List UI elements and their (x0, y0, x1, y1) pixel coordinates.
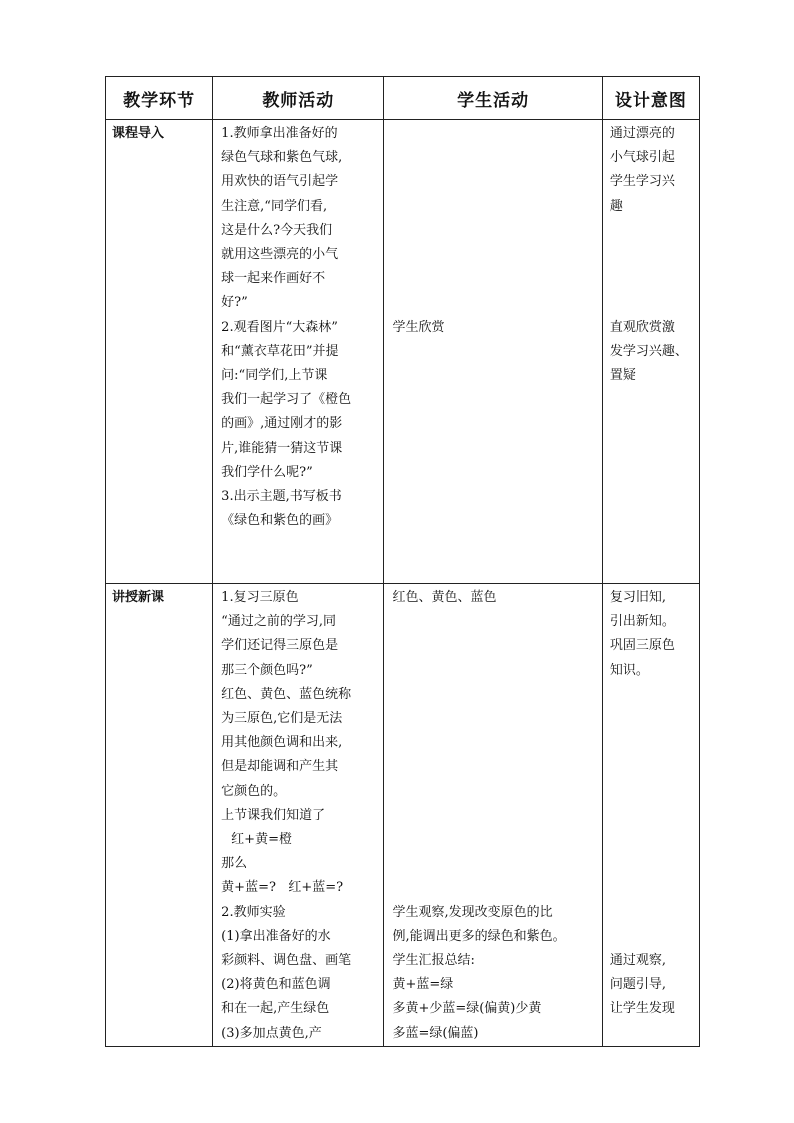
teacher-line: 这是什么?今天我们 (221, 222, 333, 238)
teacher-line: (3)多加点黄色,产 (221, 1025, 322, 1041)
intent-cell (602, 120, 699, 584)
teacher-line: 的画》,通过刚才的影 (221, 416, 343, 432)
student-line: 红色、黄色、蓝色 (392, 590, 497, 605)
teacher-line: “通过之前的学习,同 (221, 614, 336, 630)
teacher-cell (213, 120, 384, 584)
lesson-plan-table (105, 76, 700, 1047)
intent-line: 置疑 (609, 368, 636, 384)
intent-line: 通过漂亮的 (609, 126, 675, 141)
teacher-line: (2)将黄色和蓝色调 (221, 977, 331, 993)
student-line: 黄+蓝=绿 (392, 977, 454, 993)
teacher-line: 黄+蓝=? 红+蓝=? (221, 880, 344, 896)
intent-line: 发学习兴趣、 (609, 343, 688, 359)
teacher-line: 那三个颜色吗?” (221, 662, 313, 678)
student-cell (384, 584, 602, 1047)
intent-line: 引出新知。 (609, 614, 675, 630)
header-row (106, 77, 700, 120)
teacher-line: 红色、黄色、蓝色统称 (221, 686, 352, 702)
intent-line: 趣 (609, 198, 623, 214)
teacher-line: 球一起来作画好不 (221, 271, 326, 287)
header-teacher: 教师活动 (213, 77, 384, 120)
teacher-line: 2.观看图片“大森林” (221, 319, 338, 335)
student-line: 多黄+少蓝=绿(偏黄)少黄 (392, 1001, 542, 1017)
teacher-line: 绿色气球和紫色气球, (221, 150, 343, 166)
intent-line: 通过观察, (609, 953, 666, 968)
teacher-line: 片,谁能猜一猜这节课 (221, 440, 343, 456)
teacher-line: 为三原色,它们是无法 (221, 711, 343, 727)
intent-line: 知识。 (609, 662, 649, 678)
teacher-line: 《绿色和紫色的画》 (221, 513, 339, 529)
teacher-line: 就用这些漂亮的小气 (221, 247, 339, 263)
intent-line: 问题引导, (609, 977, 666, 993)
teacher-line: 用欢快的语气引起学 (221, 174, 339, 190)
intent-line: 直观欣赏激 (609, 319, 675, 335)
teacher-line: 1.教师拿出准备好的 (221, 126, 338, 141)
teacher-line: 和在一起,产生绿色 (221, 1001, 330, 1017)
teacher-line: 1.复习三原色 (221, 590, 299, 605)
student-line: 学生汇报总结: (392, 953, 475, 968)
student-line: 学生观察,发现改变原色的比 (392, 904, 553, 920)
teacher-line: 上节课我们知道了 (221, 807, 326, 823)
intent-line: 让学生发现 (609, 1001, 675, 1017)
teacher-line: 问:“同学们,上节课 (221, 368, 328, 384)
teacher-line: 学们还记得三原色是 (221, 638, 339, 654)
teacher-line: (1)拿出准备好的水 (221, 928, 331, 944)
teacher-line: 我们学什么呢?” (221, 464, 313, 480)
stage-cell (106, 584, 213, 1047)
intent-line: 复习旧知, (609, 590, 666, 605)
header-student: 学生活动 (384, 77, 602, 120)
teacher-line: 2.教师实验 (221, 904, 286, 920)
intent-line: 巩固三原色 (609, 638, 675, 654)
header-stage: 教学环节 (106, 77, 213, 120)
teacher-line: 3.出示主题,书写板书 (221, 489, 342, 505)
teacher-line: 红+黄=橙 (231, 832, 292, 848)
intent-line: 小气球引起 (609, 150, 675, 166)
teacher-line: 用其他颜色调和出来, (221, 735, 343, 751)
table-row (106, 120, 700, 584)
teacher-line: 生注意,“同学们看, (221, 198, 328, 214)
teacher-line: 好?” (221, 295, 248, 311)
teacher-line: 彩颜料、调色盘、画笔 (221, 953, 352, 969)
stage-label: 讲授新课 (112, 590, 165, 605)
student-cell (384, 120, 602, 584)
header-intent: 设计意图 (602, 77, 699, 120)
student-line: 学生欣赏 (392, 319, 445, 335)
table-row (106, 584, 700, 1047)
teacher-line: 但是却能调和产生其 (221, 759, 339, 775)
stage-label: 课程导入 (112, 126, 165, 141)
student-line: 例,能调出更多的绿色和紫色。 (392, 928, 566, 944)
teacher-line: 那么 (221, 856, 248, 872)
student-line: 多蓝=绿(偏蓝) (392, 1025, 479, 1041)
teacher-cell (213, 584, 384, 1047)
teacher-line: 和“薰衣草花田”并提 (221, 343, 339, 359)
teacher-line: 它颜色的。 (221, 783, 287, 799)
intent-line: 学生学习兴 (609, 174, 675, 190)
stage-cell (106, 120, 213, 584)
teacher-line: 我们一起学习了《橙色 (221, 392, 352, 408)
intent-cell (602, 584, 699, 1047)
